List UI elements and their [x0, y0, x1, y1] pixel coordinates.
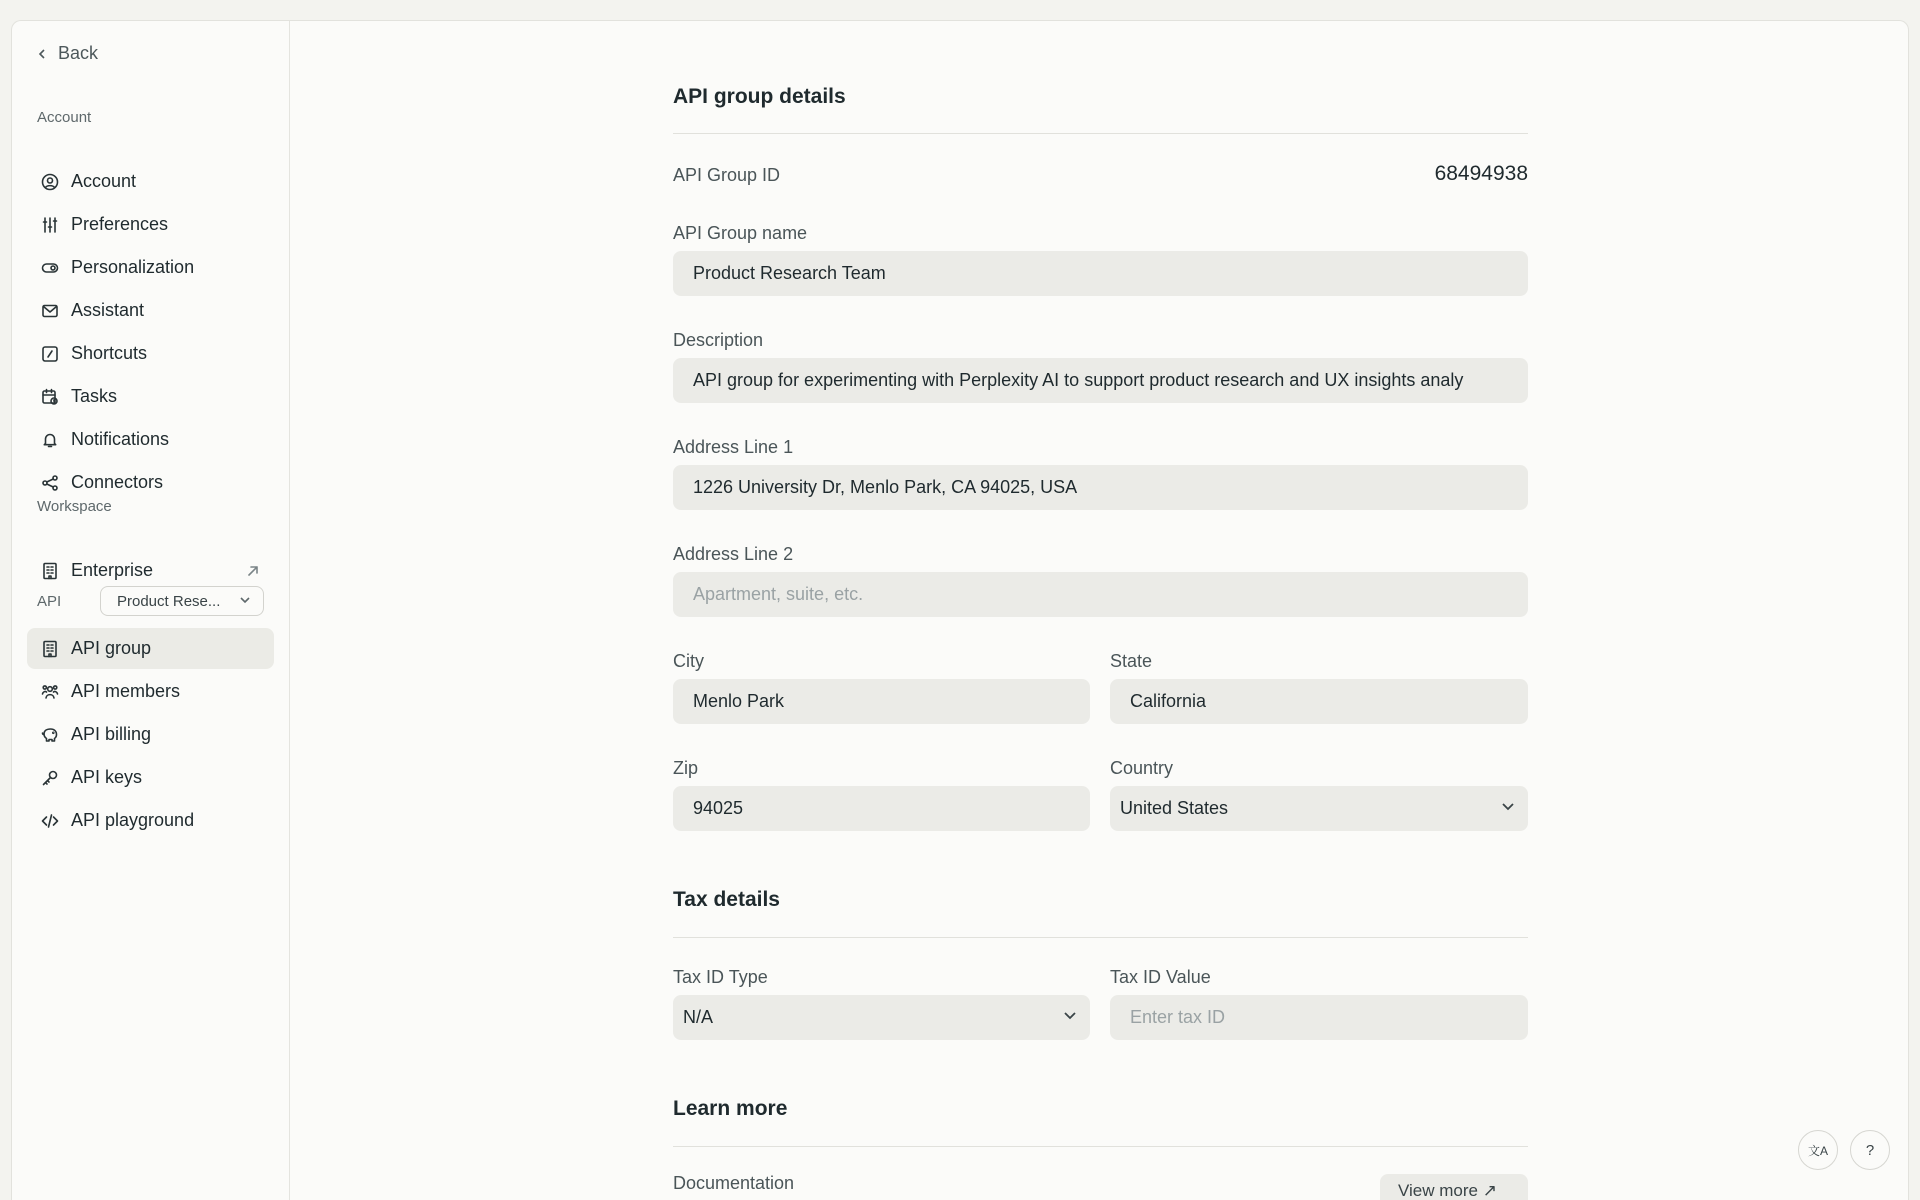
- view-more-button[interactable]: View more ↗: [1380, 1174, 1528, 1200]
- sidebar-item-label: API members: [71, 681, 181, 701]
- sidebar-item-label: Notifications: [71, 429, 170, 449]
- toggle-icon: [41, 259, 59, 277]
- user-circle-icon: [41, 173, 59, 191]
- sidebar-item-api-billing[interactable]: [27, 714, 274, 755]
- city-input[interactable]: Menlo Park: [673, 679, 1090, 724]
- section-title-learn-more: Learn more: [673, 1097, 788, 1120]
- translate-button[interactable]: [1798, 1130, 1838, 1170]
- city-label: City: [673, 651, 704, 671]
- section-label-account: Account: [37, 109, 92, 126]
- group-name-input[interactable]: Product Research Team: [673, 251, 1528, 296]
- chevron-down-icon: [1062, 1007, 1078, 1028]
- code-icon: [41, 812, 59, 830]
- external-link-icon: [246, 562, 260, 583]
- sidebar-item-assistant[interactable]: [27, 290, 274, 331]
- key-icon: [41, 769, 59, 787]
- sliders-icon: [41, 216, 59, 234]
- sidebar-item-notifications[interactable]: [27, 419, 274, 460]
- sidebar-item-preferences[interactable]: [27, 204, 274, 245]
- divider: [673, 937, 1528, 938]
- description-input[interactable]: API group for experimenting with Perplexity AI to support product research and UX insights analy: [673, 358, 1528, 403]
- sidebar-item-api-playground[interactable]: [27, 800, 274, 841]
- mail-icon: [41, 302, 59, 320]
- sidebar-item-label: Connectors: [71, 472, 164, 492]
- settings-window: [11, 20, 1909, 1200]
- documentation-label: Documentation: [673, 1173, 795, 1193]
- tax-value-input[interactable]: Enter tax ID: [1110, 995, 1528, 1040]
- sidebar-item-tasks[interactable]: [27, 376, 274, 417]
- section-label-api: API: [37, 592, 62, 610]
- divider: [673, 133, 1528, 134]
- tax-value-label: Tax ID Value: [1110, 967, 1211, 987]
- sidebar-item-label: Preferences: [71, 214, 169, 234]
- zip-input[interactable]: 94025: [673, 786, 1090, 831]
- sidebar-item-label: API playground: [71, 810, 195, 830]
- sidebar-item-label: Enterprise: [71, 560, 154, 580]
- address2-input[interactable]: Apartment, suite, etc.: [673, 572, 1528, 617]
- section-title-details: API group details: [673, 85, 846, 108]
- calendar-clock-icon: [41, 388, 59, 406]
- group-name-label: API Group name: [673, 223, 808, 243]
- tax-type-select-value: N/A: [683, 1007, 714, 1027]
- piggy-bank-icon: [41, 726, 59, 744]
- sidebar-item-api-members[interactable]: [27, 671, 274, 712]
- country-select[interactable]: [1110, 786, 1528, 831]
- bell-icon: [41, 431, 59, 449]
- help-button[interactable]: [1850, 1130, 1890, 1170]
- country-select-value: United States: [1120, 798, 1229, 818]
- api-selector-row: [37, 586, 277, 616]
- back-button[interactable]: [36, 43, 98, 64]
- section-label-workspace: Workspace: [37, 498, 112, 515]
- users-icon: [41, 683, 59, 701]
- chevron-down-icon: [1500, 798, 1516, 819]
- sidebar: [12, 21, 290, 1200]
- chevron-down-icon: [239, 593, 251, 610]
- tax-type-select[interactable]: [673, 995, 1090, 1040]
- chevron-left-icon: [36, 48, 48, 60]
- address1-input[interactable]: 1226 University Dr, Menlo Park, CA 94025, USA: [673, 465, 1528, 510]
- api-group-selector-value: Product Rese...: [117, 592, 221, 610]
- sidebar-item-shortcuts[interactable]: [27, 333, 274, 374]
- share-nodes-icon: [41, 474, 59, 492]
- sidebar-item-label: Shortcuts: [71, 343, 148, 363]
- slash-square-icon: [41, 345, 59, 363]
- sidebar-item-label: Tasks: [71, 386, 118, 406]
- divider: [673, 1146, 1528, 1147]
- sidebar-item-account[interactable]: [27, 161, 274, 202]
- state-input[interactable]: California: [1110, 679, 1528, 724]
- back-label: Back: [58, 43, 99, 63]
- group-id-label: API Group ID: [673, 165, 781, 185]
- address1-label: Address Line 1: [673, 437, 794, 457]
- sidebar-item-personalization[interactable]: [27, 247, 274, 288]
- sidebar-item-connectors[interactable]: [27, 462, 274, 503]
- building-icon: [41, 562, 59, 580]
- sidebar-item-label: API keys: [71, 767, 143, 787]
- sidebar-item-label: API group: [71, 638, 152, 658]
- description-label: Description: [673, 330, 764, 350]
- tax-type-label: Tax ID Type: [673, 967, 768, 987]
- state-label: State: [1110, 651, 1153, 671]
- address2-label: Address Line 2: [673, 544, 794, 564]
- api-group-selector[interactable]: [100, 586, 264, 616]
- sidebar-item-label: Personalization: [71, 257, 195, 277]
- help-icon: ?: [1865, 1141, 1875, 1159]
- section-title-tax: Tax details: [673, 888, 780, 911]
- sidebar-item-label: Assistant: [71, 300, 145, 320]
- sidebar-item-enterprise[interactable]: [27, 550, 274, 591]
- sidebar-item-label: Account: [71, 171, 137, 191]
- zip-label: Zip: [673, 758, 699, 778]
- sidebar-item-api-keys[interactable]: [27, 757, 274, 798]
- building-icon: [41, 640, 59, 658]
- translate-icon: 文A: [1807, 1143, 1828, 1158]
- sidebar-item-label: API billing: [71, 724, 152, 744]
- sidebar-item-api-group[interactable]: [27, 628, 274, 669]
- country-label: Country: [1110, 758, 1174, 778]
- group-id-value: 68494938: [1434, 162, 1528, 185]
